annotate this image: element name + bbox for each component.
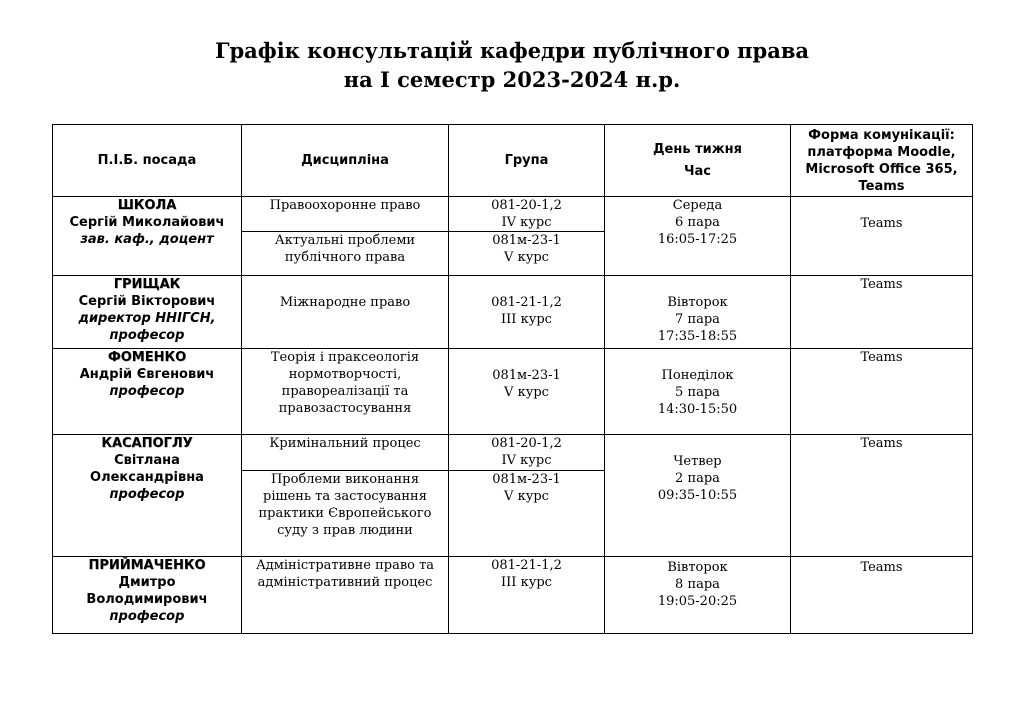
day-time-cell — [605, 276, 791, 349]
header-day: День тижня — [652, 141, 743, 157]
header-comm-line-1: Форма комунікації: — [808, 127, 955, 143]
header-group: Група — [449, 125, 605, 197]
group-code: 081-21-1,2 — [491, 295, 562, 310]
communication-cell: Teams — [791, 276, 973, 349]
time: 09:35-10:55 — [657, 488, 738, 503]
group-cell — [449, 471, 605, 557]
group-cell — [449, 349, 605, 435]
header-discipline: Дисципліна — [242, 125, 449, 197]
pair: 8 пара — [675, 577, 720, 592]
header-comm-line-3: Microsoft Office 365, — [805, 161, 958, 177]
time: 16:05-17:25 — [657, 232, 738, 247]
table-row — [53, 276, 973, 349]
person-surname: КАСАПОГЛУ — [101, 436, 193, 451]
group-course: ІІІ курс — [501, 312, 552, 327]
person-position: директор ННІГСН, професор — [78, 311, 216, 343]
discipline-cell: Правоохоронне право — [242, 197, 449, 232]
header-row — [53, 125, 973, 197]
discipline-cell: Актуальні проблеми публічного права — [242, 232, 449, 276]
day: Понеділок — [661, 368, 734, 383]
communication-cell: Teams — [791, 557, 973, 634]
table-row — [53, 349, 973, 435]
communication-cell: Teams — [791, 435, 973, 557]
group-code: 081м-23-1 — [492, 368, 561, 383]
discipline-cell: Проблеми виконання рішень та застосування практики Європейського суду з прав людини — [242, 471, 449, 557]
discipline-cell: Теорія і праксеологія нормотворчості, правореалізації та правозастосування — [242, 349, 449, 435]
person-position: зав. каф., доцент — [80, 232, 214, 247]
person-surname: ГРИЩАК — [113, 277, 181, 292]
group-code: 081м-23-1 — [492, 233, 561, 248]
header-time: Час — [684, 163, 711, 179]
communication-cell: Teams — [791, 349, 973, 435]
group-course: V курс — [504, 489, 549, 504]
group-code: 081-20-1,2 — [491, 198, 562, 213]
time: 19:05-20:25 — [657, 594, 738, 609]
header-communication — [791, 125, 973, 197]
title-line-1: Графік консультацій кафедри публічного права — [214, 38, 810, 63]
time: 14:30-15:50 — [657, 402, 738, 417]
person-position: професор — [109, 487, 185, 502]
consultation-schedule-table — [52, 124, 973, 634]
pair: 6 пара — [675, 215, 720, 230]
group-cell — [449, 276, 605, 349]
group-cell — [449, 557, 605, 634]
group-code: 081-21-1,2 — [491, 558, 562, 573]
time: 17:35-18:55 — [657, 329, 738, 344]
discipline-cell: Міжнародне право — [242, 276, 449, 349]
group-cell — [449, 435, 605, 471]
header-day-time — [605, 125, 791, 197]
group-course: V курс — [504, 250, 549, 265]
person-position: професор — [109, 609, 185, 624]
person-name: Андрій Євгенович — [79, 367, 215, 382]
discipline-cell: Кримінальний процес — [242, 435, 449, 471]
person-name: Сергій Вікторович — [78, 294, 216, 309]
group-code: 081м-23-1 — [492, 472, 561, 487]
group-cell — [449, 232, 605, 276]
person-cell — [53, 197, 242, 276]
page-title — [0, 36, 1024, 94]
group-course: IV курс — [501, 215, 552, 230]
day: Четвер — [673, 454, 722, 469]
person-surname: ФОМЕНКО — [107, 350, 187, 365]
header-comm-line-4: Teams — [858, 178, 905, 194]
person-cell — [53, 557, 242, 634]
discipline-cell: Адміністративне право та адміністративний процес — [242, 557, 449, 634]
day-time-cell — [605, 557, 791, 634]
header-person: П.І.Б. посада — [53, 125, 242, 197]
header-comm-line-2: платформа Moodle, — [807, 144, 956, 160]
day-time-cell — [605, 435, 791, 557]
day: Вівторок — [667, 295, 728, 310]
person-position: професор — [109, 384, 185, 399]
day-time-cell — [605, 349, 791, 435]
person-name: Світлана Олександрівна — [90, 453, 204, 485]
table-row — [53, 435, 973, 471]
person-name: Дмитро Володимирович — [86, 575, 208, 607]
person-cell — [53, 276, 242, 349]
group-course: V курс — [504, 385, 549, 400]
group-cell — [449, 197, 605, 232]
group-course: IV курс — [501, 453, 552, 468]
pair: 7 пара — [675, 312, 720, 327]
pair: 2 пара — [675, 471, 720, 486]
person-surname: ШКОЛА — [117, 198, 177, 213]
day-time-cell — [605, 197, 791, 276]
day: Вівторок — [667, 560, 728, 575]
communication-cell: Teams — [791, 197, 973, 276]
group-course: ІІІ курс — [501, 575, 552, 590]
day: Середа — [672, 198, 723, 213]
title-line-2: на І семестр 2023-2024 н.р. — [343, 67, 681, 92]
table-row — [53, 197, 973, 232]
group-code: 081-20-1,2 — [491, 436, 562, 451]
table-row — [53, 557, 973, 634]
pair: 5 пара — [675, 385, 720, 400]
person-cell — [53, 435, 242, 557]
person-name: Сергій Миколайович — [69, 215, 225, 230]
person-cell — [53, 349, 242, 435]
person-surname: ПРИЙМАЧЕНКО — [88, 558, 206, 573]
